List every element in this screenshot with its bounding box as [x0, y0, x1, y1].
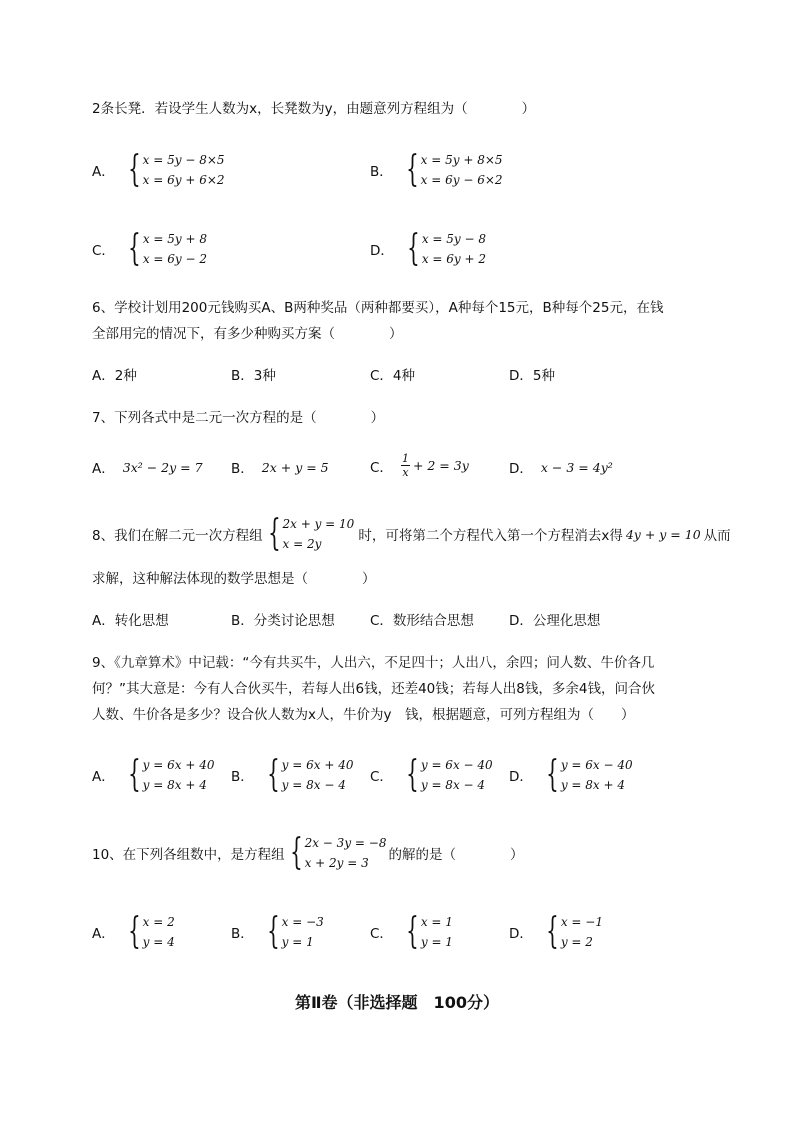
q8-option-c[interactable]: C．数形结合思想 — [370, 613, 474, 629]
q6-option-a[interactable]: A．2种 — [92, 368, 137, 384]
option-label: D． — [370, 243, 394, 259]
equation-system: { 2x + y = 10 x = 2y — [267, 513, 355, 554]
equation-system: { y = 6x + 40 y = 8x − 4 — [266, 754, 354, 795]
option-label: B． — [231, 769, 254, 785]
equation: y = 1 — [281, 935, 314, 949]
q6-option-c[interactable]: C．4种 — [370, 368, 416, 384]
equation: x = 2 — [142, 915, 175, 929]
equation: y = 8x + 4 — [560, 778, 625, 792]
question-9-line-1: 9、《九章算术》中记载：“今有共买牛，人出六，不足四十；人出八，余四；问人数、牛价各几 — [92, 655, 655, 671]
question-9-line-3: 人数、牛价各是多少？设合伙人数为x人，牛价为y 钱，根据题意，可列方程组为（ ） — [92, 707, 635, 723]
equation: y = 6x + 40 — [281, 758, 354, 772]
equation: x = 5y + 8×5 — [420, 153, 503, 167]
question-8-line-2: 求解，这种解法体现的数学思想是（ ） — [92, 571, 376, 587]
equation: x = 5y − 8 — [421, 232, 486, 246]
equation: y = 4 — [142, 935, 175, 949]
equation-system: { x = −3 y = 1 — [266, 911, 324, 952]
equation: y = 8x − 4 — [420, 778, 486, 792]
option-label: B． — [231, 926, 254, 942]
q8-middle: 时，可将第二个方程代入第一个方程消去x得 — [358, 528, 623, 544]
q9-option-d[interactable] — [509, 755, 633, 795]
q8-option-d[interactable]: D．公理化思想 — [509, 613, 601, 629]
equation: y = 1 — [420, 935, 453, 949]
option-label: C． — [370, 926, 393, 942]
equation: y = 2 — [560, 935, 593, 949]
q10-option-d[interactable] — [509, 912, 603, 952]
expression: x − 3 = 4y² — [540, 459, 613, 475]
q5-option-c[interactable] — [92, 229, 207, 269]
equation: x = 6y − 2 — [142, 252, 208, 266]
equation-system: { x = −1 y = 2 — [546, 911, 603, 952]
option-label: D． — [509, 769, 533, 785]
q8-prefix: 8、我们在解二元一次方程组 — [92, 528, 263, 544]
equation-system: { y = 6x + 40 y = 8x + 4 — [127, 754, 215, 795]
q10-suffix: 的解的是（ ） — [388, 847, 524, 863]
question-5-stem-continuation: 2条长凳．若设学生人数为x，长凳数为y，由题意列方程组为（ ） — [92, 101, 536, 117]
q10-option-a[interactable] — [92, 912, 175, 952]
equation-system: { x = 5y + 8×5 x = 6y − 6×2 — [405, 149, 503, 190]
option-label: B． — [231, 461, 254, 477]
question-7-stem: 7、下列各式中是二元一次方程的是（ ） — [92, 410, 385, 426]
q10-prefix: 10、在下列各组数中，是方程组 — [92, 847, 285, 863]
equation: x = 5y + 8 — [142, 232, 208, 246]
fraction-denominator: x — [402, 466, 409, 479]
equation: 2x − 3y = −8 — [304, 836, 387, 850]
equation: y = 6x − 40 — [560, 758, 633, 772]
equation-system: { y = 6x − 40 y = 8x + 4 — [546, 754, 633, 795]
option-label: A． — [92, 769, 115, 785]
q10-option-c[interactable] — [370, 912, 453, 952]
fraction-numerator: 1 — [401, 452, 409, 465]
equation: x = −1 — [560, 915, 603, 929]
question-10-stem — [92, 833, 523, 873]
expression: + 2 = 3y — [412, 458, 469, 473]
q6-option-b[interactable]: B．3种 — [231, 368, 276, 384]
equation: x = 5y − 8×5 — [142, 153, 225, 167]
q7-option-c[interactable] — [370, 452, 469, 479]
q7-option-a[interactable] — [92, 457, 203, 477]
equation: y = 8x + 4 — [142, 778, 207, 792]
option-label: A． — [92, 926, 115, 942]
q7-option-b[interactable] — [231, 457, 329, 477]
equation-system: { x = 1 y = 1 — [406, 911, 453, 952]
equation: x = 1 — [420, 915, 453, 929]
equation-system: { y = 6x − 40 y = 8x − 4 — [406, 754, 493, 795]
equation: x = 6y + 6×2 — [142, 173, 225, 187]
option-label: D． — [509, 926, 533, 942]
question-6-line-2: 全部用完的情况下，有多少种购买方案（ ） — [92, 326, 403, 342]
question-6-line-1: 6、学校计划用200元钱购买A、B两种奖品（两种都要买），A种每个15元，B种每个25元，在钱 — [92, 300, 664, 316]
equation: y = 6x − 40 — [420, 758, 493, 772]
option-label: C． — [92, 243, 115, 259]
equation: y = 6x + 40 — [142, 758, 215, 772]
equation: x = −3 — [281, 915, 324, 929]
option-label: A． — [92, 164, 115, 180]
q5-option-d[interactable] — [370, 229, 486, 269]
equation: x + 2y = 3 — [304, 856, 369, 870]
option-label: D． — [509, 461, 533, 477]
q7-option-d[interactable] — [509, 457, 613, 477]
option-label: C． — [370, 769, 393, 785]
q8-expression: 4y + y = 10 — [625, 526, 701, 542]
equation-system: { x = 5y − 8 x = 6y + 2 — [407, 228, 486, 269]
expression: 3x² − 2y = 7 — [122, 459, 203, 475]
expression: 2x + y = 5 — [261, 459, 329, 475]
q6-option-d[interactable]: D．5种 — [509, 368, 555, 384]
q5-option-b[interactable] — [370, 150, 503, 190]
equation: x = 6y + 2 — [421, 252, 486, 266]
equation-system: { x = 5y + 8 x = 6y − 2 — [128, 228, 208, 269]
option-label: C． — [370, 459, 393, 476]
equation: x = 6y − 6×2 — [420, 173, 503, 187]
q8-option-b[interactable]: B．分类讨论思想 — [231, 613, 335, 629]
equation: x = 2y — [282, 537, 322, 551]
q10-option-b[interactable] — [231, 912, 324, 952]
question-8-line-1 — [92, 514, 731, 554]
q9-option-b[interactable] — [231, 755, 354, 795]
section-2-title: 第Ⅱ卷（非选择题 100分） — [295, 993, 499, 1012]
option-label: B． — [370, 164, 393, 180]
q8-option-a[interactable]: A．转化思想 — [92, 613, 169, 629]
q8-suffix: 从而 — [703, 528, 731, 544]
question-9-line-2: 何？”其大意是：今有人合伙买牛，若每人出6钱，还差40钱；若每人出8钱，多余4钱，问合伙 — [92, 681, 655, 697]
q9-option-c[interactable] — [370, 755, 493, 795]
equation: 2x + y = 10 — [282, 517, 355, 531]
equation-system: { 2x − 3y = −8 x + 2y = 3 — [289, 832, 387, 873]
option-label: A． — [92, 461, 115, 477]
fraction — [401, 452, 410, 479]
q9-option-a[interactable] — [92, 755, 214, 795]
equation-system: { x = 2 y = 4 — [127, 911, 175, 952]
equation-system: { x = 5y − 8×5 x = 6y + 6×2 — [127, 149, 225, 190]
equation: y = 8x − 4 — [281, 778, 346, 792]
q5-option-a[interactable] — [92, 150, 225, 190]
